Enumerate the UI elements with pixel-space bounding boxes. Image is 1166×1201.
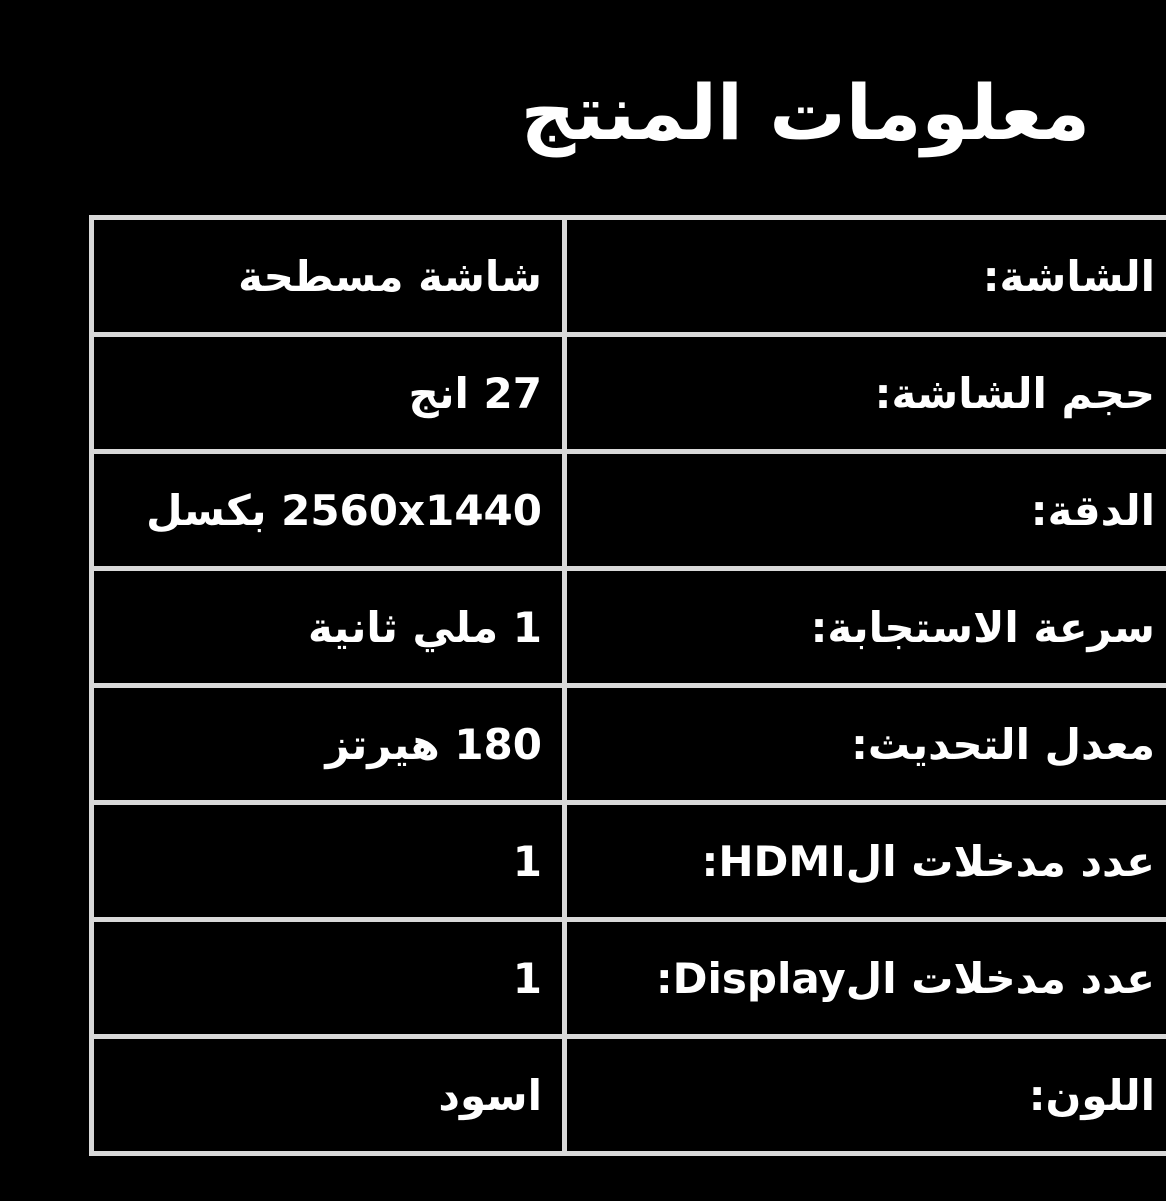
spec-label: حجم الشاشة: (565, 335, 1166, 452)
spec-value: 27 انج (92, 335, 565, 452)
spec-label: الشاشة: (565, 218, 1166, 335)
spec-value: 2560x1440 بكسل (92, 452, 565, 569)
table-row (92, 452, 1166, 569)
table-row (92, 218, 1166, 335)
table-row (92, 335, 1166, 452)
spec-label: معدل التحديث: (565, 686, 1166, 803)
table-row (92, 686, 1166, 803)
table-row (92, 1037, 1166, 1154)
spec-value: 180 هيرتز (92, 686, 565, 803)
spec-value: 1 (92, 803, 565, 920)
spec-label: عدد مدخلات الDisplay: (565, 920, 1166, 1037)
spec-label: عدد مدخلات الHDMI: (565, 803, 1166, 920)
spec-label: اللون: (565, 1037, 1166, 1154)
spec-value: 1 ملي ثانية (92, 569, 565, 686)
table-row (92, 920, 1166, 1037)
spec-label: سرعة الاستجابة: (565, 569, 1166, 686)
spec-value: 1 (92, 920, 565, 1037)
spec-value: اسود (92, 1037, 565, 1154)
page-title: معلومات المنتج (520, 68, 1090, 157)
spec-value: شاشة مسطحة (92, 218, 565, 335)
table-row (92, 569, 1166, 686)
table-row (92, 803, 1166, 920)
spec-label: الدقة: (565, 452, 1166, 569)
spec-table (89, 215, 1166, 1156)
